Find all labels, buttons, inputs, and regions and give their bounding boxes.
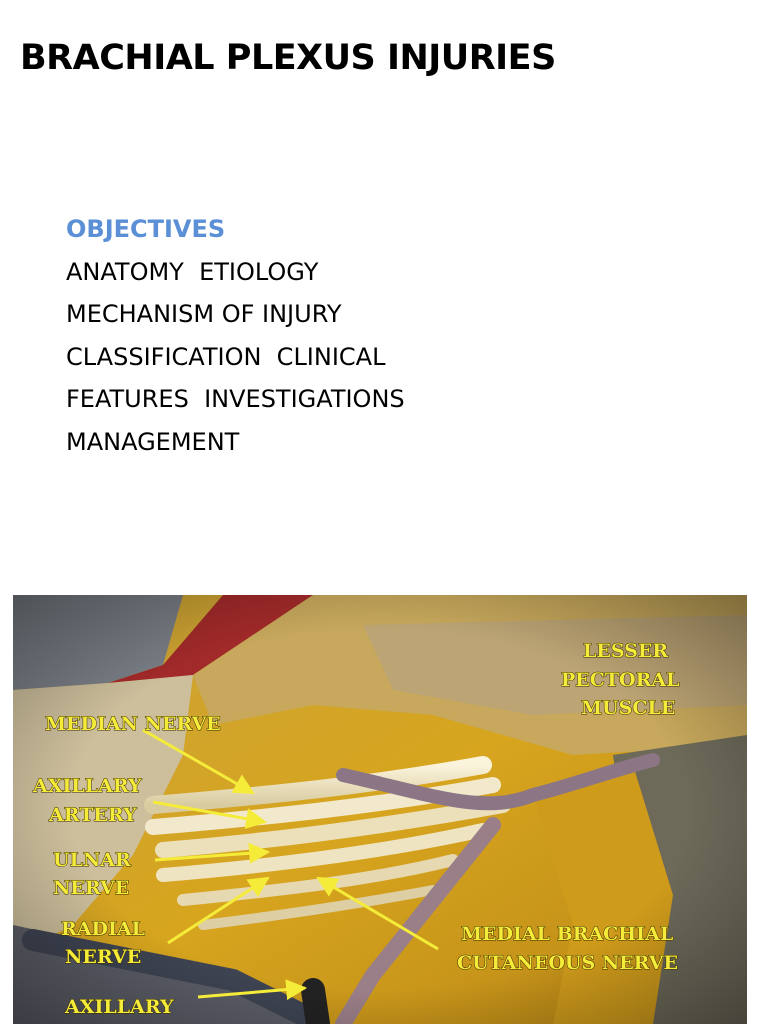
objective-line: FEATURES INVESTIGATIONS bbox=[66, 385, 405, 413]
label-axillary-artery-2: ARTERY bbox=[49, 804, 137, 826]
label-ulnar-nerve-2: NERVE bbox=[53, 877, 130, 899]
objectives-heading: OBJECTIVES bbox=[66, 215, 226, 243]
anatomy-photo bbox=[13, 595, 747, 1024]
objective-line: ANATOMY ETIOLOGY bbox=[66, 257, 319, 286]
label-lesser-pectoral-1: LESSER bbox=[583, 640, 669, 662]
objective-line: MECHANISM OF INJURY bbox=[66, 300, 342, 328]
label-medial-brachial-1: MEDIAL BRACHIAL bbox=[461, 923, 674, 945]
label-axillary-artery-1: AXILLARY bbox=[33, 775, 142, 797]
slide-title: BRACHIAL PLEXUS INJURIES bbox=[20, 38, 556, 78]
label-median-nerve: MEDIAN NERVE bbox=[45, 713, 221, 735]
label-radial-nerve-1: RADIAL bbox=[61, 918, 145, 940]
label-lesser-pectoral-3: MUSCLE bbox=[581, 697, 676, 719]
objective-line: MANAGEMENT bbox=[66, 427, 240, 456]
label-medial-brachial-2: CUTANEOUS NERVE bbox=[457, 952, 679, 974]
label-ulnar-nerve-1: ULNAR bbox=[53, 849, 131, 871]
label-radial-nerve-2: NERVE bbox=[65, 946, 142, 968]
label-lesser-pectoral-2: PECTORAL bbox=[561, 669, 680, 691]
anatomy-photo-drawing bbox=[13, 595, 747, 1024]
objective-line: CLASSIFICATION CLINICAL bbox=[66, 342, 386, 371]
label-axillary-bottom: AXILLARY bbox=[65, 996, 174, 1018]
objectives-list bbox=[66, 208, 405, 463]
